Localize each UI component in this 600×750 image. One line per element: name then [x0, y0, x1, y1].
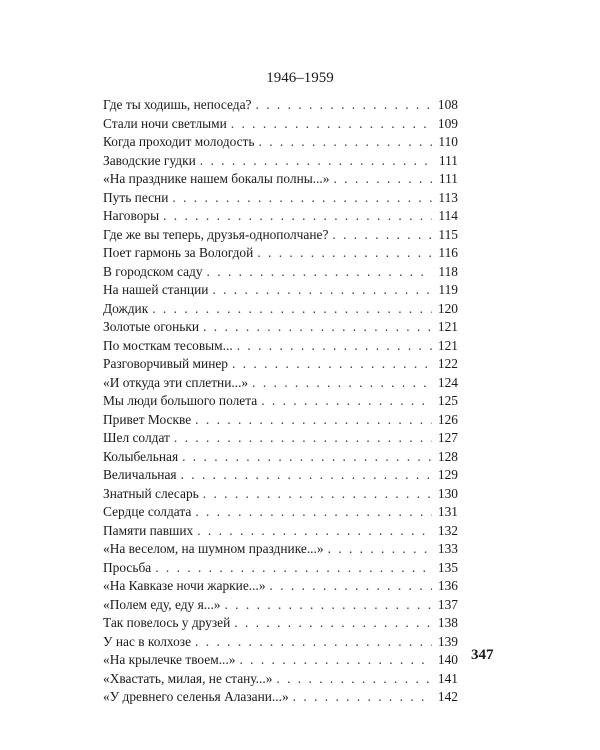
toc-entry — [103, 670, 458, 689]
toc-entry-page: 136 — [437, 578, 458, 593]
toc-leader-dots — [332, 226, 432, 245]
toc-entry-title: «Хвастать, милая, не стану...» — [103, 670, 273, 686]
toc-leader-dots — [237, 337, 432, 356]
toc-entry — [103, 170, 458, 189]
toc-entry-title: В городском саду — [103, 263, 203, 279]
toc-leader-dots — [163, 207, 432, 226]
toc-entry-title: Где ты ходишь, непоседа? — [103, 97, 252, 112]
toc-entry-title: Величальная — [103, 467, 177, 482]
toc-entry — [103, 429, 458, 448]
toc-entry-title: Привет Москве — [103, 411, 192, 427]
toc-entry-title: Наговоры — [103, 208, 160, 223]
toc-entry-page: 111 — [438, 171, 458, 186]
toc-entry-page: 122 — [437, 356, 458, 371]
toc-entry-title: Путь песни — [103, 189, 169, 205]
toc-entry-title: Разговорчивый минер — [103, 356, 229, 371]
toc-entry-title: «И откуда эти сплетни...» — [103, 374, 249, 390]
toc-entry-page: 121 — [437, 337, 458, 353]
toc-leader-dots — [293, 688, 432, 707]
toc-entry-page: 141 — [437, 670, 458, 686]
toc-leader-dots — [224, 596, 432, 615]
table-of-contents — [103, 96, 458, 707]
toc-entry-page: 127 — [437, 430, 458, 445]
toc-entry-page: 110 — [438, 134, 458, 149]
toc-entry-page: 114 — [438, 208, 458, 223]
toc-entry-title: У нас в колхозе — [103, 633, 192, 649]
toc-entry-title: На нашей станции — [103, 282, 209, 297]
toc-entry-page: 130 — [437, 485, 458, 501]
toc-leader-dots — [203, 485, 432, 504]
toc-entry-page: 137 — [437, 596, 458, 612]
toc-leader-dots — [276, 670, 432, 689]
toc-entry-page: 131 — [437, 504, 458, 519]
toc-leader-dots — [155, 559, 432, 578]
toc-entry — [103, 244, 458, 263]
toc-entry-title: Стали ночи светлыми — [103, 115, 227, 131]
toc-entry-title: «На веселом, на шумном празднике...» — [103, 541, 324, 556]
toc-entry-page: 128 — [437, 448, 458, 464]
toc-entry — [103, 577, 458, 596]
toc-entry-page: 126 — [437, 411, 458, 427]
section-title: 1946–1959 — [266, 70, 334, 86]
toc-entry-title: «Полем еду, еду я...» — [103, 596, 221, 612]
toc-entry-page: 121 — [437, 319, 458, 334]
toc-entry-page: 111 — [438, 152, 458, 168]
toc-entry-page: 118 — [438, 263, 458, 279]
toc-entry-title: Дождик — [103, 300, 149, 316]
toc-entry-title: Памяти павших — [103, 522, 194, 538]
toc-entry — [103, 96, 458, 115]
toc-leader-dots — [231, 115, 432, 134]
toc-leader-dots — [270, 577, 432, 596]
toc-entry — [103, 355, 458, 374]
toc-entry-title: Так повелось у друзей — [103, 615, 231, 630]
toc-leader-dots — [195, 633, 432, 652]
toc-leader-dots — [333, 170, 432, 189]
toc-entry-page: 139 — [437, 633, 458, 649]
toc-entry — [103, 466, 458, 485]
toc-entry — [103, 688, 458, 707]
toc-entry — [103, 281, 458, 300]
toc-leader-dots — [207, 263, 432, 282]
toc-entry-page: 125 — [437, 393, 458, 408]
toc-entry — [103, 503, 458, 522]
toc-leader-dots — [257, 244, 432, 263]
toc-entry — [103, 596, 458, 615]
toc-entry-title: Знатный слесарь — [103, 485, 199, 501]
toc-entry-page: 113 — [438, 189, 458, 205]
toc-leader-dots — [232, 355, 432, 374]
toc-leader-dots — [182, 448, 432, 467]
toc-entry-title: «На Кавказе ночи жаркие...» — [103, 578, 266, 593]
toc-leader-dots — [197, 522, 432, 541]
toc-entry-page: 108 — [437, 97, 458, 112]
toc-leader-dots — [234, 614, 432, 633]
toc-entry — [103, 374, 458, 393]
toc-entry — [103, 485, 458, 504]
toc-entry-title: Шел солдат — [103, 430, 170, 445]
toc-entry-title: Заводские гудки — [103, 152, 196, 168]
toc-leader-dots — [328, 540, 432, 559]
toc-leader-dots — [256, 96, 433, 115]
toc-entry-title: По мосткам тесовым... — [103, 337, 233, 353]
toc-entry — [103, 133, 458, 152]
toc-entry-page: 142 — [437, 689, 458, 704]
toc-leader-dots — [261, 392, 432, 411]
toc-leader-dots — [200, 152, 432, 171]
toc-entry-page: 119 — [438, 282, 458, 297]
toc-entry — [103, 614, 458, 633]
toc-leader-dots — [152, 300, 432, 319]
toc-leader-dots — [203, 318, 432, 337]
toc-leader-dots — [239, 651, 432, 670]
toc-entry — [103, 337, 458, 356]
toc-entry-page: 124 — [437, 374, 458, 390]
toc-entry-title: Золотые огоньки — [103, 319, 200, 334]
toc-entry — [103, 392, 458, 411]
toc-entry-page: 133 — [437, 541, 458, 556]
toc-entry-page: 138 — [437, 615, 458, 630]
toc-entry-page: 116 — [438, 245, 458, 260]
toc-entry-page: 140 — [437, 652, 458, 667]
toc-entry-title: Сердце солдата — [103, 504, 192, 519]
toc-entry — [103, 448, 458, 467]
toc-leader-dots — [195, 411, 432, 430]
toc-entry-title: «На празднике нашем бокалы полны...» — [103, 171, 330, 186]
toc-entry — [103, 207, 458, 226]
toc-entry — [103, 411, 458, 430]
toc-entry-page: 129 — [437, 467, 458, 482]
toc-leader-dots — [181, 466, 432, 485]
toc-entry-title: «У древнего селенья Алазани...» — [103, 689, 289, 704]
toc-entry-page: 109 — [437, 115, 458, 131]
toc-leader-dots — [195, 503, 432, 522]
toc-entry — [103, 226, 458, 245]
toc-entry — [103, 318, 458, 337]
toc-leader-dots — [172, 189, 432, 208]
toc-entry-title: «На крылечке твоем...» — [103, 652, 236, 667]
toc-entry — [103, 633, 458, 652]
toc-entry — [103, 540, 458, 559]
toc-leader-dots — [174, 429, 432, 448]
toc-entry-title: Когда проходит молодость — [103, 134, 255, 149]
toc-leader-dots — [252, 374, 432, 393]
toc-entry-page: 132 — [437, 522, 458, 538]
toc-entry-title: Поет гармонь за Вологдой — [103, 245, 254, 260]
toc-entry-page: 115 — [438, 226, 458, 242]
toc-entry-title: Где же вы теперь, друзья-однополчане? — [103, 226, 329, 242]
toc-entry — [103, 651, 458, 670]
toc-entry — [103, 152, 458, 171]
toc-entry — [103, 189, 458, 208]
toc-entry-page: 135 — [437, 559, 458, 575]
toc-leader-dots — [212, 281, 432, 300]
toc-entry — [103, 300, 458, 319]
page-number: 347 — [471, 647, 494, 663]
toc-leader-dots — [259, 133, 432, 152]
toc-entry-title: Колыбельная — [103, 448, 179, 464]
toc-entry-page: 120 — [437, 300, 458, 316]
toc-entry — [103, 115, 458, 134]
toc-entry — [103, 263, 458, 282]
toc-entry-title: Мы люди большого полета — [103, 393, 258, 408]
toc-entry — [103, 559, 458, 578]
toc-entry-title: Просьба — [103, 559, 152, 575]
toc-entry — [103, 522, 458, 541]
